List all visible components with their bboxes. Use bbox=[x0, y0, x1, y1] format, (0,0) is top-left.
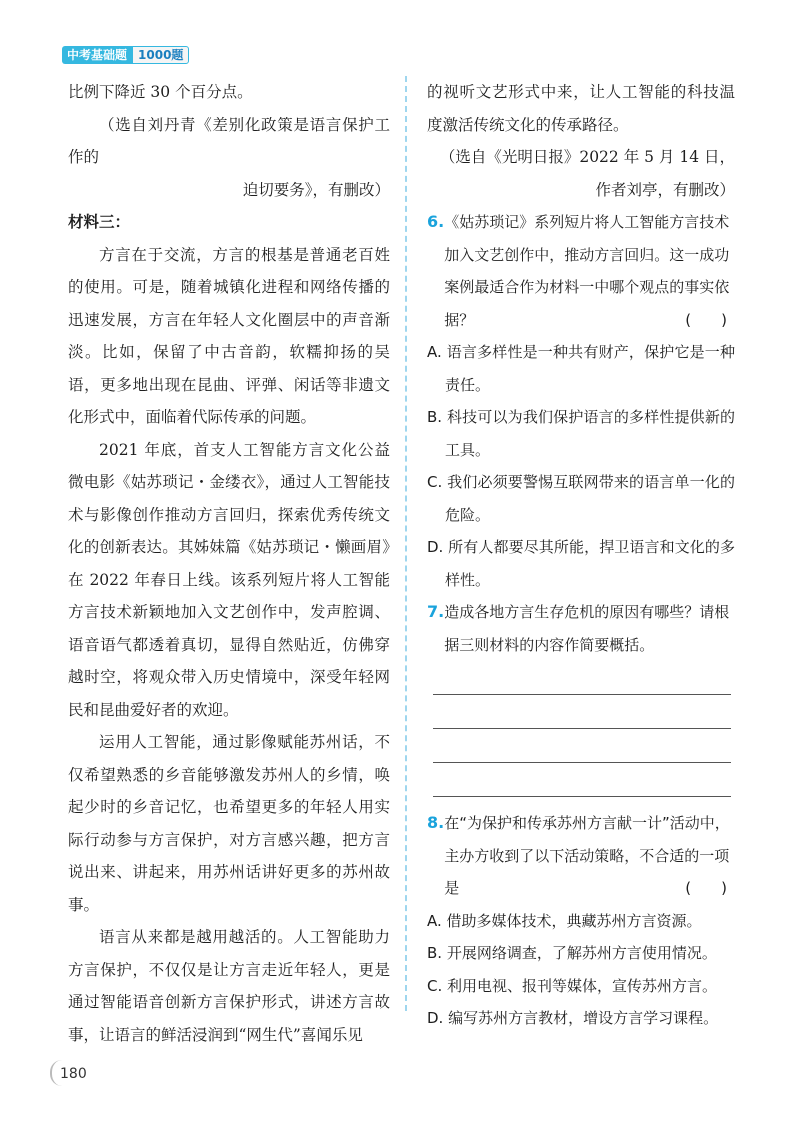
option-c[interactable]: C. 利用电视、报刊等媒体，宣传苏州方言。 bbox=[427, 976, 718, 995]
question-8 bbox=[427, 807, 735, 905]
source-citation-line2: 迫切要务》，有删改） bbox=[242, 180, 390, 199]
answer-line[interactable] bbox=[433, 695, 731, 729]
right-column bbox=[427, 76, 735, 1035]
answer-bracket[interactable]: ( ) bbox=[685, 879, 727, 897]
source-citation-line1: （选自《光明日报》2022 年 5 月 14 日， bbox=[439, 148, 735, 166]
question-number: 6. bbox=[427, 212, 445, 231]
option-a[interactable]: A. 语言多样性是一种共有财产，保护它是一种责任。 bbox=[427, 343, 735, 394]
question-number: 7. bbox=[427, 602, 445, 621]
option-a[interactable]: A. 借助多媒体技术，典藏苏州方言资源。 bbox=[427, 911, 702, 930]
question-text: 造成各地方言生存危机的原因有哪些？请根据三则材料的内容作简要概括。 bbox=[444, 603, 730, 654]
source-citation-line2: 作者刘亭，有删改） bbox=[595, 180, 735, 199]
continued-text: 的视听文艺形式中来，让人工智能的科技温度激活传统文化的传承路径。 bbox=[427, 83, 735, 134]
question-7 bbox=[427, 596, 735, 661]
answer-line[interactable] bbox=[433, 729, 731, 763]
option-c[interactable]: C. 我们必须要警惕互联网带来的语言单一化的危险。 bbox=[427, 473, 735, 524]
option-d[interactable]: D. 编写苏州方言教材，增设方言学习课程。 bbox=[427, 1009, 719, 1027]
paragraph-3: 运用人工智能，通过影像赋能苏州话，不仅希望熟悉的乡音能够激发苏州人的乡情，唤起少时的乡音记忆，也希望更多的年轻人用实际行动参与方言保护，对方言感兴趣，把方言说出来、讲起来，用苏州话讲好更多的苏州故事。 bbox=[68, 733, 390, 914]
book-header bbox=[62, 46, 189, 64]
answer-bracket[interactable]: ( ) bbox=[685, 310, 727, 329]
source-citation-line1: （选自刘丹青《差别化政策是语言保护工作的 bbox=[68, 115, 390, 166]
column-divider bbox=[405, 76, 407, 1011]
question-text: 《姑苏琐记》系列短片将人工智能方言技术加入文艺创作中，推动方言回归。这一成功案例最适合作为材料一中哪个观点的事实依据？ bbox=[444, 213, 730, 329]
question-number: 8. bbox=[427, 813, 445, 832]
paragraph-4: 语言从来都是越用越活的。人工智能助力方言保护，不仅仅是让方言走近年轻人，更是通过智能语音创新方言保护形式，讲述方言故事，让语言的鲜活浸润到“网生代”喜闻乐见 bbox=[68, 928, 390, 1044]
question-text: 在“为保护和传承苏州方言献一计”活动中，主办方收到了以下活动策略，不合适的一项是 bbox=[444, 814, 730, 897]
option-b[interactable]: B. 开展网络调查，了解苏州方言使用情况。 bbox=[427, 944, 717, 962]
left-column bbox=[68, 76, 390, 1051]
paragraph-1: 方言在于交流，方言的根基是普通老百姓的使用。可是，随着城镇化进程和网络传播的迅速发展，方言在年轻人文化圈层中的声音渐淡。比如，保留了中古音韵，软糯抑扬的吴语，更多地出现在昆曲、评弹、闲话等非遗文化形式中，面临着代际传承的问题。 bbox=[68, 245, 390, 426]
count-badge: 1000题 bbox=[132, 46, 189, 64]
continued-text: 比例下降近 30 个百分点。 bbox=[68, 83, 253, 101]
page-number: 180 bbox=[60, 1066, 87, 1082]
paragraph-2: 2021 年底，首支人工智能方言文化公益微电影《姑苏琐记・金缕衣》，通过人工智能技术与影像创作推动方言回归，探索优秀传统文化的创新表达。其姊妹篇《姑苏琐记・懒画眉》在 2022 年春日上线。该系列短片将人工智能方言技术新颖地加入文艺创作中，发声腔调、语音语气都透着真切，显得自然贴近，仿佛穿越时空，将观众带入历史情境中，深受年轻网民和昆曲爱好者的欢迎。 bbox=[68, 440, 390, 719]
question-6 bbox=[427, 206, 735, 336]
material-three-title: 材料三： bbox=[68, 213, 131, 231]
answer-line[interactable] bbox=[433, 763, 731, 797]
answer-line[interactable] bbox=[433, 661, 731, 695]
option-b[interactable]: B. 科技可以为我们保护语言的多样性提供新的工具。 bbox=[427, 408, 735, 459]
series-badge: 中考基础题 bbox=[62, 46, 132, 64]
option-d[interactable]: D. 所有人都要尽其所能，捍卫语言和文化的多样性。 bbox=[427, 538, 735, 589]
